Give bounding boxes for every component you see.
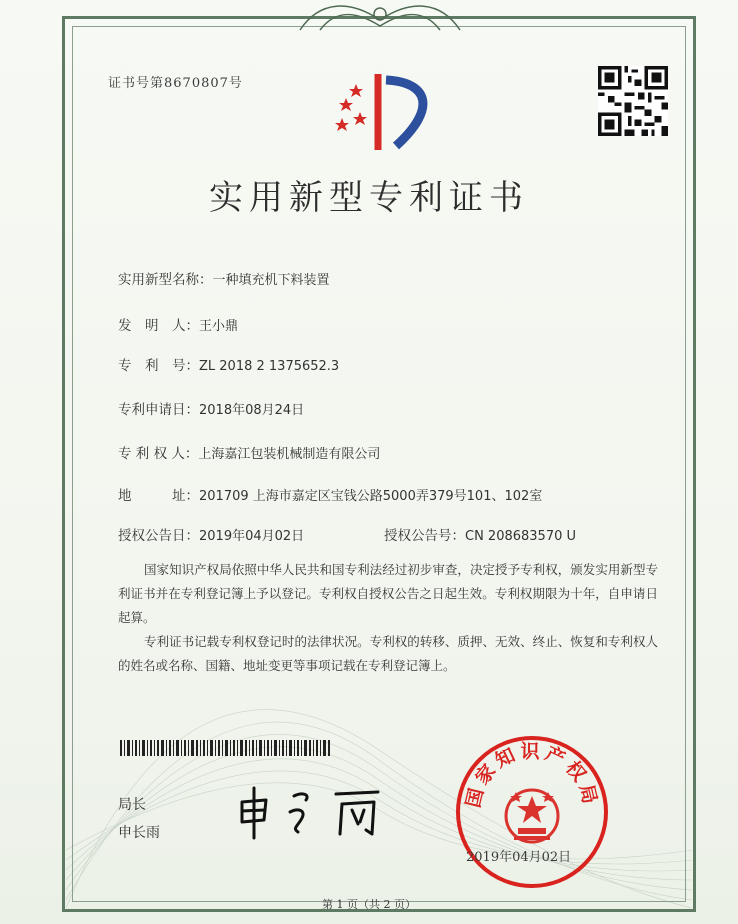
field-label: 授权公告日：: [118, 528, 199, 544]
seal-text: 国家知识产权局: [462, 740, 602, 810]
field-label: 授权公告号：: [384, 528, 465, 544]
field-grant-number: [384, 524, 576, 544]
barcode-icon: [120, 740, 330, 756]
legal-notice: 专利证书记载专利权登记时的法律状况。专利权的转移、质押、无效、终止、恢复和专利权人的姓名或名称、国籍、地址变更等事项记载在专利登记簿上。: [118, 634, 658, 673]
director-signature: [232, 782, 392, 842]
field-value: 上海嘉江包装机械制造有限公司: [198, 447, 381, 462]
field-value: CN 208683570 U: [465, 529, 577, 544]
field-label: 专利申请日：: [118, 402, 199, 418]
field-label: 发 明 人：: [118, 318, 199, 334]
field-value: ZL 2018 2 1375652.3: [199, 359, 340, 374]
field-value: 王小鼎: [199, 319, 239, 334]
top-ornament-icon: [290, 0, 470, 36]
field-value: 2018年08月24日: [199, 403, 305, 418]
field-value: 2019年04月02日: [199, 529, 305, 544]
field-application-date: [118, 398, 304, 418]
field-inventor: [118, 314, 238, 334]
field-grant-date: [118, 524, 304, 544]
field-label: 专 利 权 人：: [118, 446, 199, 462]
field-label: 地 址：: [118, 488, 199, 504]
director-name: 申长雨: [118, 825, 160, 841]
field-label: 专 利 号：: [118, 358, 199, 374]
page-indicator: 第 1 页（共 2 页）: [322, 898, 416, 911]
certificate-number: 证书号第8670807号: [108, 76, 243, 91]
grant-statement: 国家知识产权局依照中华人民共和国专利法经过初步审查，决定授予专利权，颁发实用新型专利证书并在专利登记簿上予以登记。专利权自授权公告之日起生效。专利权期限为十年，自申请日起算。: [118, 562, 658, 625]
seal-date: 2019年04月02日: [466, 850, 572, 865]
certificate-title: 实用新型专利证书: [209, 178, 529, 218]
cnipa-logo-icon: [332, 68, 442, 152]
qr-code-icon: [598, 66, 668, 136]
field-address: [118, 484, 542, 504]
director-title: 局长: [118, 797, 146, 813]
field-value: 201709 上海市嘉定区宝钱公路5000弄379号101、102室: [199, 489, 543, 504]
field-utility-name: [118, 268, 330, 288]
field-label: 实用新型名称：: [118, 272, 213, 288]
field-value: 一种填充机下料装置: [212, 273, 330, 288]
official-seal: [452, 732, 612, 892]
field-patentee: [118, 442, 380, 462]
field-patent-number: [118, 354, 339, 374]
